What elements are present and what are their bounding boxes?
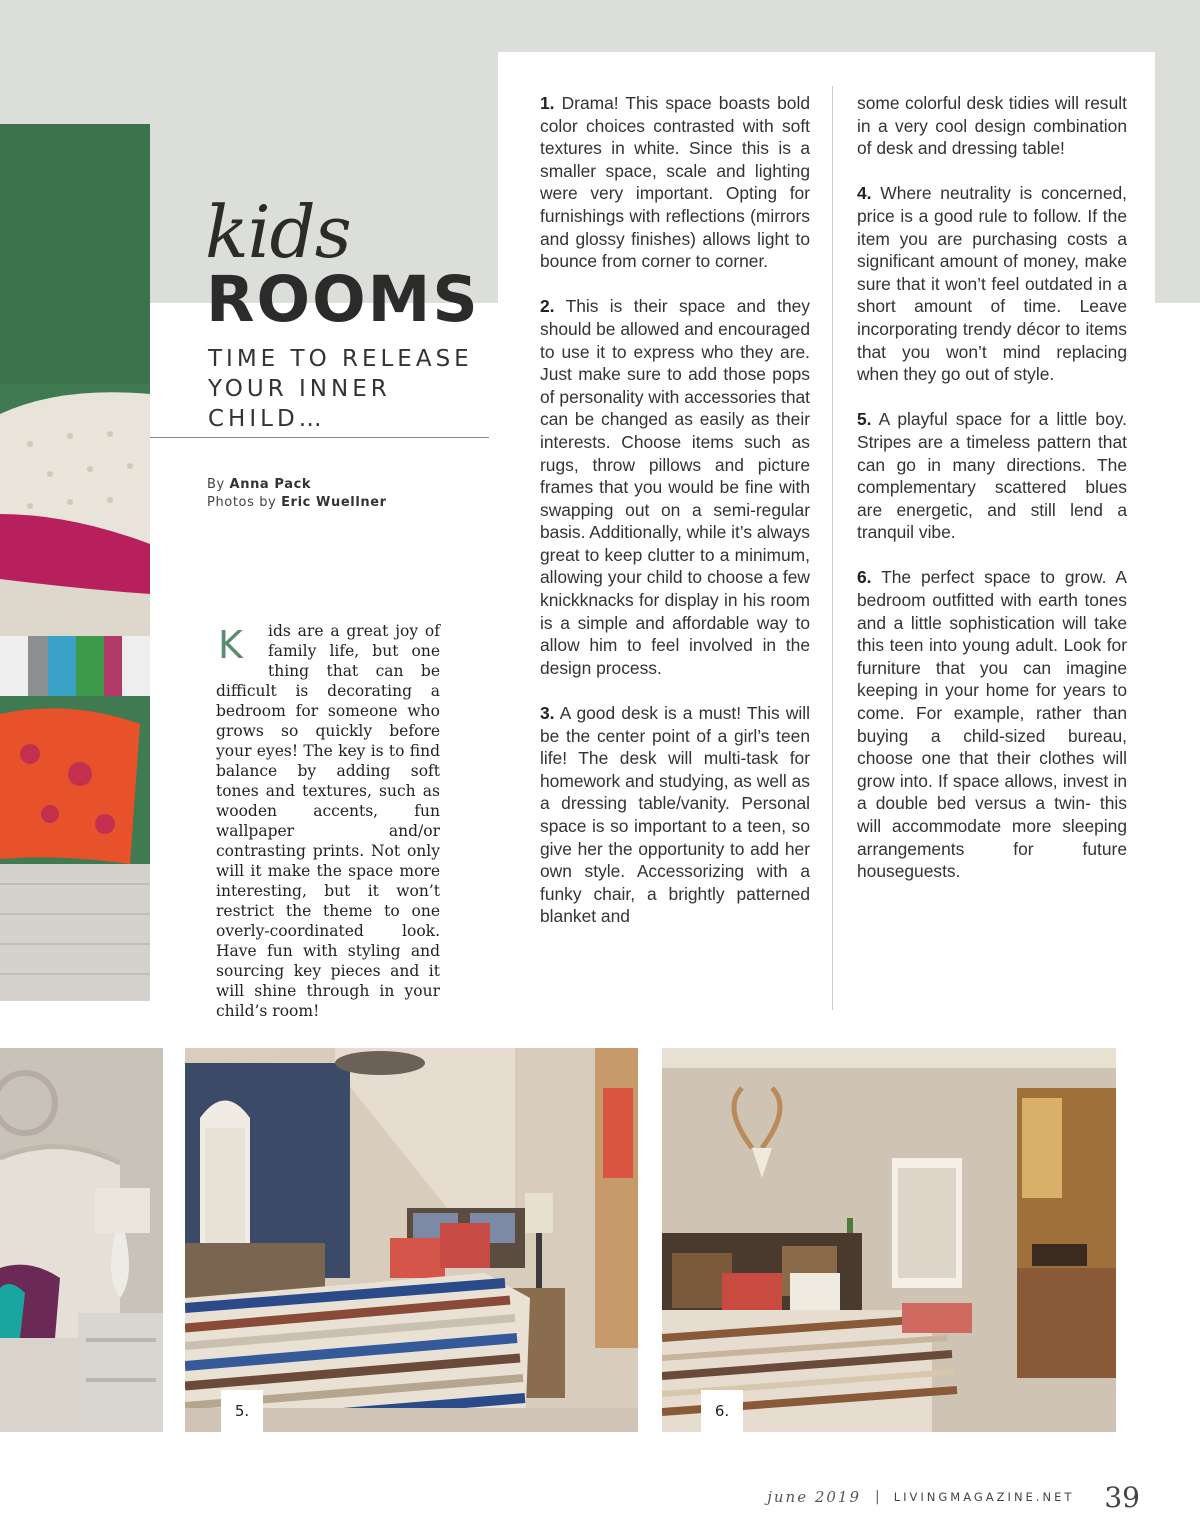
tip-number: 5. — [857, 409, 872, 430]
byline-photos-prefix: Photos by — [207, 495, 277, 510]
byline-author: Anna Pack — [229, 477, 312, 492]
tip-number: 2. — [540, 296, 555, 317]
tip-number: 6. — [857, 567, 872, 588]
tip-number: 4. — [857, 183, 872, 204]
bedroom-photo-6 — [662, 1048, 1116, 1432]
title-divider — [150, 437, 489, 438]
byline-photographer: Eric Wuellner — [281, 495, 387, 510]
intro-paragraph — [216, 621, 440, 1021]
title-main: ROOMS — [206, 263, 480, 336]
byline-by-prefix: By — [207, 477, 225, 492]
tip-text: Where neutrality is concerned, price is a good rule to follow. If the item you are purchasing costs a significant amount of money, make sure that it won’t feel outdated in a short amount of time. Leave incorporating trendy décor to items that you won’t mind replacing when they go out of style. — [857, 183, 1127, 385]
page-number: 39 — [1104, 1480, 1140, 1514]
tip-3 — [540, 702, 810, 928]
tip-text: The perfect space to grow. A bedroom outfitted with earth tones and a little sophistication will take this teen into young adult. Look for furniture that you can imagine keeping in your home for years to come. For example, rather than buying a child-sized bureau, choose one that their clothes will grow into. If space allows, invest in a double bed versus a twin- this will accommodate more sleeping arrangements for future houseguests. — [857, 567, 1127, 882]
tip-text: A good desk is a must! This will be the center point of a girl’s teen life! The desk will multi-task for homework and studying, as well as a dressing table/vanity. Personal space is so important to a teen, so give her the opportunity to add her own style. Accessorizing with a funky chair, a brightly patterned blanket and — [540, 703, 811, 927]
subtitle-line-1: TIME TO RELEASE — [208, 346, 473, 372]
byline — [207, 476, 387, 512]
tip-3-continued — [857, 92, 1127, 160]
subtitle — [208, 344, 498, 434]
drop-cap: K — [218, 623, 243, 667]
page-footer — [767, 1482, 1140, 1512]
title-script: kids — [205, 190, 351, 274]
tip-number: 1. — [540, 93, 555, 113]
footer-separator: | — [875, 1489, 880, 1505]
photo-number-badge-5: 5. — [221, 1390, 263, 1432]
tip-text: This is their space and they should be allowed and encouraged to use it to express who they are. Just make sure to add those pops of personality with accessories that can be changed as easily as their interests. Choose items such as rugs, throw pillows and picture frames that you would be fine with swapping out on a semi-regular basis. Additionally, while it’s always great to keep clutter to a minimum, allowing your child to choose a few knickknacks for display in his room is a simple and affordable way to allow him to feel involved in the design process. — [540, 296, 811, 678]
hero-bedroom-photo — [0, 124, 150, 1001]
tip-1 — [540, 92, 810, 273]
text-column-2 — [857, 92, 1127, 905]
text-column-1 — [540, 92, 810, 951]
tip-text: Drama! This space boasts bold color choices contrasted with soft textures in white. Since this is a smaller space, scale and lighting were very important. Opting for furnishings with reflections (mirrors and glossy finishes) allows light to bounce from corner to corner. — [540, 93, 810, 272]
intro-text: ids are a great joy of family life, but one thing that can be difficult is decorating a bedroom for someone who grows so quickly before your eyes! The key is to find balance by adding soft tones and textures, such as wooden accents, fun wallpaper and/or contrasting prints. Not only will it make the space more interesting, but it won’t restrict the theme to one overly-coordinated look. Have fun with styling and sourcing key pieces and it will shine through in your child’s room! — [216, 622, 440, 1020]
subtitle-line-2: YOUR INNER CHILD… — [208, 376, 391, 432]
bedroom-photo-4 — [0, 1048, 163, 1432]
tip-5 — [857, 408, 1127, 544]
tip-text: A playful space for a little boy. Stripes are a timeless pattern that can go in many directions. The complementary scattered blues are energetic, and still lend a tranquil vibe. — [857, 409, 1128, 543]
tip-2 — [540, 295, 810, 679]
tip-4 — [857, 182, 1127, 385]
footer-issue-date: june 2019 — [767, 1488, 862, 1506]
bedroom-photo-5 — [185, 1048, 638, 1432]
tip-6 — [857, 566, 1127, 882]
tip-text: some colorful desk tidies will result in a very cool design combination of desk and dressing table! — [857, 93, 1127, 159]
tip-number: 3. — [540, 703, 555, 724]
column-divider — [832, 86, 833, 1010]
photo-number-badge-6: 6. — [701, 1390, 743, 1432]
footer-site-link[interactable]: LIVINGMAGAZINE.NET — [893, 1490, 1075, 1504]
